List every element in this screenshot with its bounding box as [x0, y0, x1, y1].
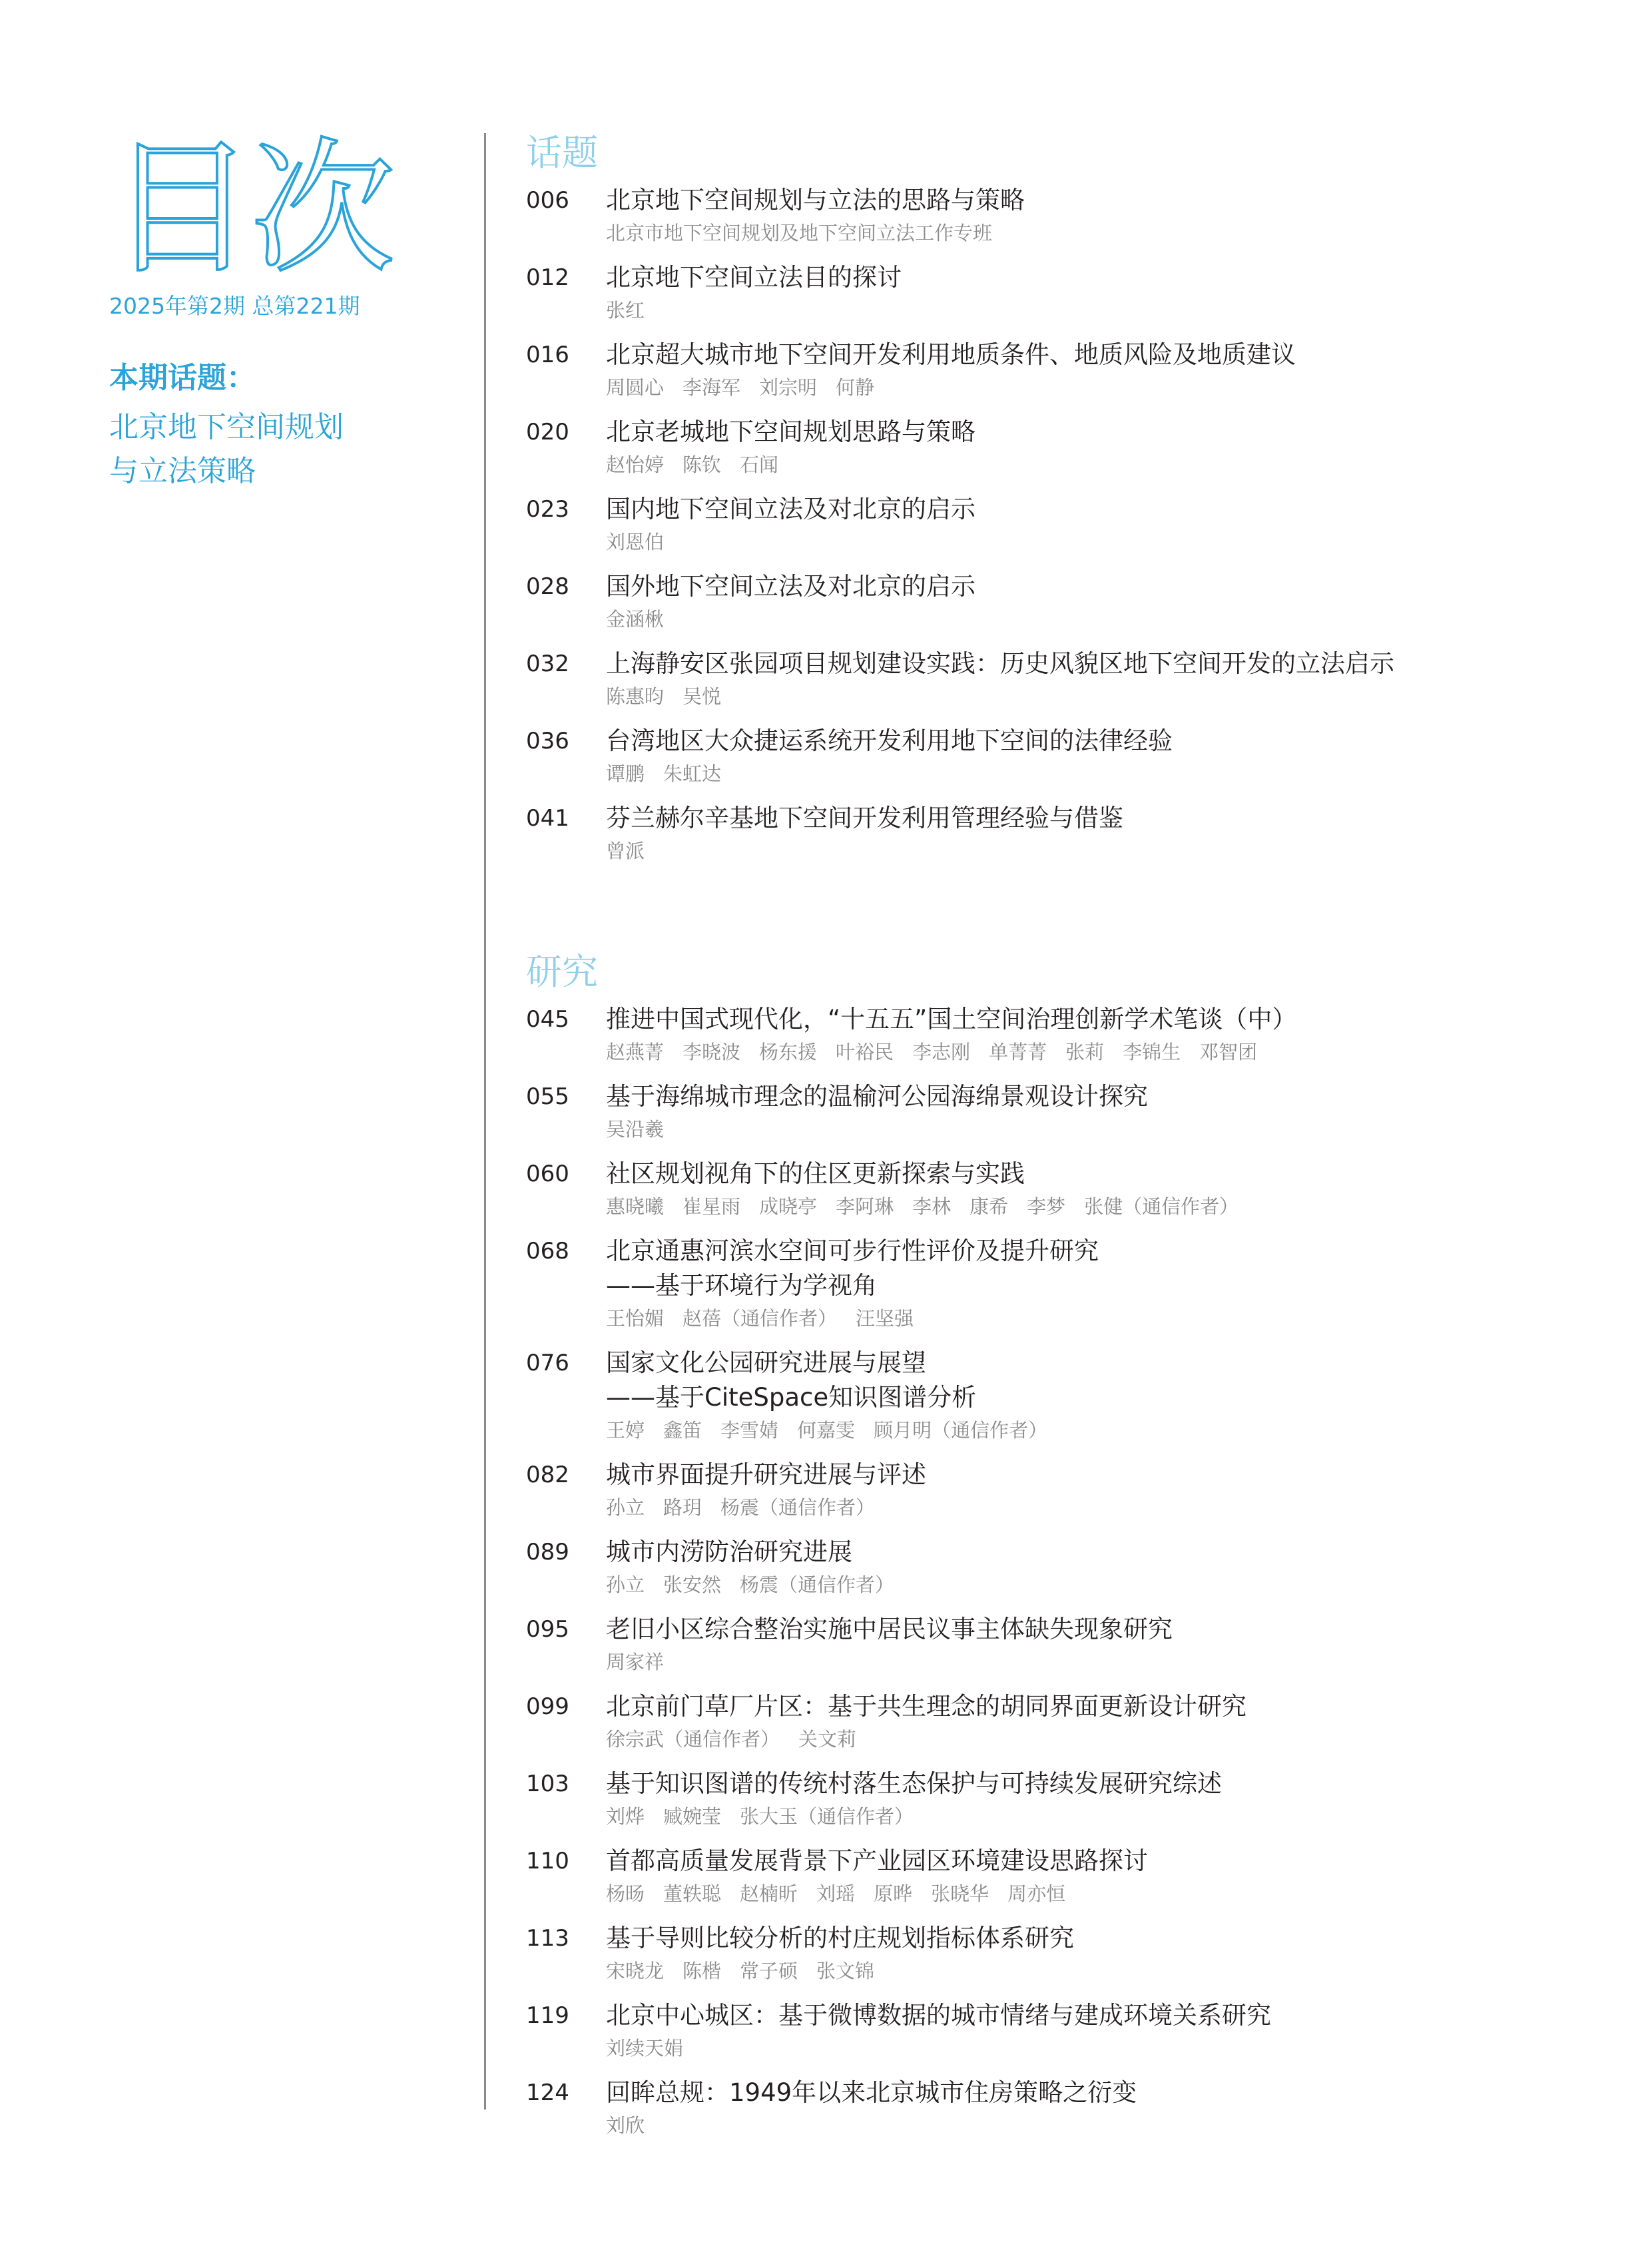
- page-number: 089: [526, 1539, 569, 1565]
- author-list: [606, 1569, 1618, 1600]
- article-title[interactable]: 北京通惠河滨水空间可步行性评价及提升研究: [606, 1237, 1099, 1265]
- toc-entry[interactable]: [526, 1346, 1618, 1446]
- article-title[interactable]: 推进中国式现代化，“十五五”国土空间治理创新学术笔谈（中）: [606, 1005, 1297, 1033]
- article-title[interactable]: 北京超大城市地下空间开发利用地质条件、地质风险及地质建议: [606, 340, 1296, 369]
- article-subtitle: ——基于CiteSpace知识图谱分析: [606, 1383, 977, 1412]
- page-number: 076: [526, 1350, 569, 1376]
- section-research: [526, 949, 1618, 2153]
- author-name: 杨震（通信作者）: [720, 1496, 876, 1519]
- author-list: [606, 1492, 1618, 1523]
- author-name: 石闻: [740, 453, 779, 476]
- author-name: 陈钦: [683, 453, 722, 476]
- author-name: 杨震（通信作者）: [740, 1573, 895, 1596]
- page-number: 095: [526, 1616, 569, 1643]
- article-subtitle: ——基于环境行为学视角: [606, 1271, 877, 1300]
- page-number: 068: [526, 1238, 569, 1264]
- toc-entry[interactable]: [526, 338, 1618, 403]
- toc-entry[interactable]: [526, 1535, 1618, 1600]
- toc-entry[interactable]: [526, 1689, 1618, 1755]
- author-list: [606, 527, 1618, 557]
- author-name: 刘续天娟: [606, 2037, 684, 2060]
- author-list: [606, 758, 1618, 789]
- article-title[interactable]: 芬兰赫尔辛基地下空间开发利用管理经验与借鉴: [606, 804, 1123, 832]
- author-name: 叶裕民: [836, 1041, 894, 1063]
- contents-title: 目次: [109, 125, 392, 294]
- author-name: 谭鹏: [606, 762, 645, 785]
- author-name: 李海军: [683, 376, 741, 399]
- article-title[interactable]: 北京地下空间规划与立法的思路与策略: [606, 186, 1025, 214]
- toc-entry[interactable]: [526, 1767, 1618, 1832]
- article-title[interactable]: 北京老城地下空间规划思路与策略: [606, 418, 975, 446]
- author-list: [606, 1303, 1618, 1334]
- article-title[interactable]: 上海静安区张园项目规划建设实践：历史风貌区地下空间开发的立法启示: [606, 649, 1394, 678]
- author-name: 何静: [836, 376, 875, 399]
- toc-entry[interactable]: [526, 1612, 1618, 1677]
- author-name: 刘烨: [606, 1805, 645, 1828]
- article-title[interactable]: 北京中心城区：基于微博数据的城市情绪与建成环境关系研究: [606, 2001, 1271, 2030]
- author-name: 李阿琳: [836, 1195, 894, 1218]
- author-list: [606, 1878, 1618, 1909]
- author-name: 汪坚强: [856, 1307, 914, 1330]
- article-title[interactable]: 国内地下空间立法及对北京的启示: [606, 495, 975, 523]
- author-list: [606, 1801, 1618, 1832]
- toc-entry[interactable]: [526, 647, 1618, 712]
- page-number: 099: [526, 1693, 569, 1720]
- author-name: 惠晓曦: [606, 1195, 665, 1218]
- author-name: 崔星雨: [683, 1195, 741, 1218]
- author-name: 路玥: [663, 1496, 702, 1519]
- author-name: 赵怡婷: [606, 453, 665, 476]
- author-list: [606, 681, 1618, 712]
- section-topic: [526, 130, 1618, 878]
- page-number: 060: [526, 1161, 569, 1187]
- article-title[interactable]: 基于海绵城市理念的温榆河公园海绵景观设计探究: [606, 1082, 1148, 1111]
- author-name: 张莉: [1065, 1041, 1105, 1063]
- page-number: 110: [526, 1848, 569, 1874]
- author-name: 朱虹达: [663, 762, 722, 785]
- topic-label: 本期话题：: [109, 361, 256, 395]
- author-name: 董轶聪: [663, 1882, 722, 1905]
- author-list: [606, 604, 1618, 635]
- author-name: 陈楷: [683, 1960, 722, 1982]
- page-number: 045: [526, 1006, 569, 1033]
- article-title[interactable]: 老旧小区综合整治实施中居民议事主体缺失现象研究: [606, 1615, 1173, 1643]
- toc-entry[interactable]: [526, 1079, 1618, 1145]
- author-list: [606, 2033, 1618, 2064]
- page-number: 082: [526, 1462, 569, 1488]
- toc-entry[interactable]: [526, 1002, 1618, 1067]
- author-name: 何嘉雯: [797, 1419, 856, 1442]
- author-name: 赵楠昕: [740, 1882, 798, 1905]
- page-number: 113: [526, 1925, 569, 1952]
- toc-entry[interactable]: [526, 2076, 1618, 2141]
- entry-list: [526, 1002, 1618, 2141]
- page-number: 041: [526, 805, 569, 832]
- page-number: 036: [526, 728, 569, 754]
- author-name: 李林: [912, 1195, 952, 1218]
- author-name: 周圆心: [606, 376, 665, 399]
- article-title[interactable]: 城市界面提升研究进展与评述: [606, 1460, 926, 1489]
- author-name: 周家祥: [606, 1651, 665, 1673]
- author-name: 张晓华: [931, 1882, 989, 1905]
- author-name: 杨旸: [606, 1882, 645, 1905]
- article-title[interactable]: 基于导则比较分析的村庄规划指标体系研究: [606, 1924, 1074, 1952]
- toc-entry[interactable]: [526, 569, 1618, 635]
- section-heading: 话题: [526, 132, 598, 174]
- author-name: 张红: [606, 299, 645, 322]
- vertical-divider: [484, 133, 486, 2109]
- author-list: [606, 295, 1618, 326]
- page-number: 032: [526, 651, 569, 677]
- author-name: 孙立: [606, 1573, 645, 1596]
- article-title[interactable]: 北京地下空间立法目的探讨: [606, 263, 902, 292]
- author-name: 原晔: [874, 1882, 913, 1905]
- author-list: [606, 1191, 1618, 1222]
- topic-text: [109, 406, 455, 493]
- page-number: 023: [526, 496, 569, 523]
- article-title[interactable]: 国外地下空间立法及对北京的启示: [606, 572, 975, 601]
- page-number: 055: [526, 1083, 569, 1110]
- article-title[interactable]: 北京前门草厂片区：基于共生理念的胡同界面更新设计研究: [606, 1692, 1246, 1721]
- toc-entry[interactable]: [526, 724, 1618, 789]
- author-name: 北京市地下空间规划及地下空间立法工作专班: [606, 222, 993, 244]
- author-name: 李晓波: [683, 1041, 741, 1063]
- article-title[interactable]: 台湾地区大众捷运系统开发利用地下空间的法律经验: [606, 726, 1173, 755]
- author-name: 曾派: [606, 840, 645, 862]
- masthead: [109, 125, 455, 493]
- author-name: 徐宗武（通信作者）: [606, 1728, 780, 1751]
- article-title[interactable]: 基于知识图谱的传统村落生态保护与可持续发展研究综述: [606, 1769, 1222, 1798]
- page-number: 124: [526, 2080, 569, 2106]
- issue-info: 2025年第2期 总第221期: [109, 293, 360, 319]
- author-name: 李雪婧: [720, 1419, 779, 1442]
- author-name: 吴悦: [683, 685, 722, 708]
- page-number: 016: [526, 342, 569, 368]
- toc-entry[interactable]: [526, 260, 1618, 326]
- author-name: 陈惠昀: [606, 685, 665, 708]
- author-list: [606, 836, 1618, 866]
- author-name: 孙立: [606, 1496, 645, 1519]
- author-name: 李志刚: [912, 1041, 971, 1063]
- author-name: 顾月明（通信作者）: [874, 1419, 1048, 1442]
- author-name: 李梦: [1027, 1195, 1066, 1218]
- article-title[interactable]: 首都高质量发展背景下产业园区环境建设思路探讨: [606, 1846, 1148, 1875]
- author-name: 张健（通信作者）: [1084, 1195, 1239, 1218]
- author-list: [606, 449, 1618, 480]
- author-list: [606, 2110, 1618, 2141]
- author-name: 周亦恒: [1007, 1882, 1066, 1905]
- author-list: [606, 1415, 1618, 1446]
- author-name: 成晓亭: [759, 1195, 818, 1218]
- section-heading: 研究: [526, 951, 598, 993]
- author-list: [606, 1647, 1618, 1677]
- author-name: 单菁菁: [989, 1041, 1047, 1063]
- toc-entry[interactable]: [526, 1234, 1618, 1334]
- author-list: [606, 1724, 1618, 1755]
- author-list: [606, 1037, 1618, 1067]
- toc-entry[interactable]: [526, 1157, 1618, 1222]
- author-name: 金涵楸: [606, 608, 665, 631]
- author-name: 邓智团: [1199, 1041, 1258, 1063]
- toc-entry[interactable]: [526, 492, 1618, 557]
- author-name: 刘欣: [606, 2114, 645, 2137]
- author-name: 关文莉: [798, 1728, 857, 1751]
- author-name: 张安然: [663, 1573, 722, 1596]
- author-name: 李锦生: [1123, 1041, 1181, 1063]
- page-number: 020: [526, 419, 569, 445]
- toc-entry[interactable]: [526, 801, 1618, 866]
- article-title[interactable]: 城市内涝防治研究进展: [606, 1538, 852, 1566]
- author-name: 刘恩伯: [606, 531, 665, 553]
- author-name: 吴沿羲: [606, 1118, 665, 1141]
- author-name: 王婷: [606, 1419, 645, 1442]
- author-name: 赵蓓（通信作者）: [683, 1307, 838, 1330]
- author-name: 赵燕菁: [606, 1041, 665, 1063]
- author-name: 康希: [969, 1195, 1009, 1218]
- toc-entry[interactable]: [526, 1844, 1618, 1909]
- author-name: 常子硕: [740, 1960, 798, 1982]
- author-name: 鑫笛: [663, 1419, 702, 1442]
- toc-entry[interactable]: [526, 183, 1618, 248]
- topic-line-1: 北京地下空间规划: [109, 410, 344, 444]
- author-name: 张大玉（通信作者）: [740, 1805, 914, 1828]
- author-name: 张文锦: [816, 1960, 875, 1982]
- toc-entry[interactable]: [526, 1458, 1618, 1523]
- author-name: 刘宗明: [759, 376, 818, 399]
- toc-entry[interactable]: [526, 1998, 1618, 2064]
- page-number: 012: [526, 264, 569, 291]
- toc-entry[interactable]: [526, 415, 1618, 480]
- toc-entry[interactable]: [526, 1921, 1618, 1986]
- topic-line-2: 与立法策略: [109, 454, 256, 488]
- author-name: 王怡媚: [606, 1307, 665, 1330]
- author-name: 杨东援: [759, 1041, 818, 1063]
- article-title[interactable]: 社区规划视角下的住区更新探索与实践: [606, 1159, 1025, 1188]
- author-name: 宋晓龙: [606, 1960, 665, 1982]
- author-name: 刘瑶: [816, 1882, 856, 1905]
- article-title[interactable]: 回眸总规：1949年以来北京城市住房策略之衍变: [606, 2078, 1137, 2107]
- page-number: 119: [526, 2002, 569, 2029]
- page-number: 006: [526, 187, 569, 214]
- author-list: [606, 1956, 1618, 1986]
- article-title[interactable]: 国家文化公园研究进展与展望: [606, 1348, 926, 1377]
- entry-list: [526, 183, 1618, 866]
- author-name: 臧婉莹: [663, 1805, 722, 1828]
- author-list: [606, 218, 1618, 248]
- author-list: [606, 1114, 1618, 1145]
- page-number: 028: [526, 573, 569, 600]
- author-list: [606, 372, 1618, 403]
- page-number: 103: [526, 1771, 569, 1797]
